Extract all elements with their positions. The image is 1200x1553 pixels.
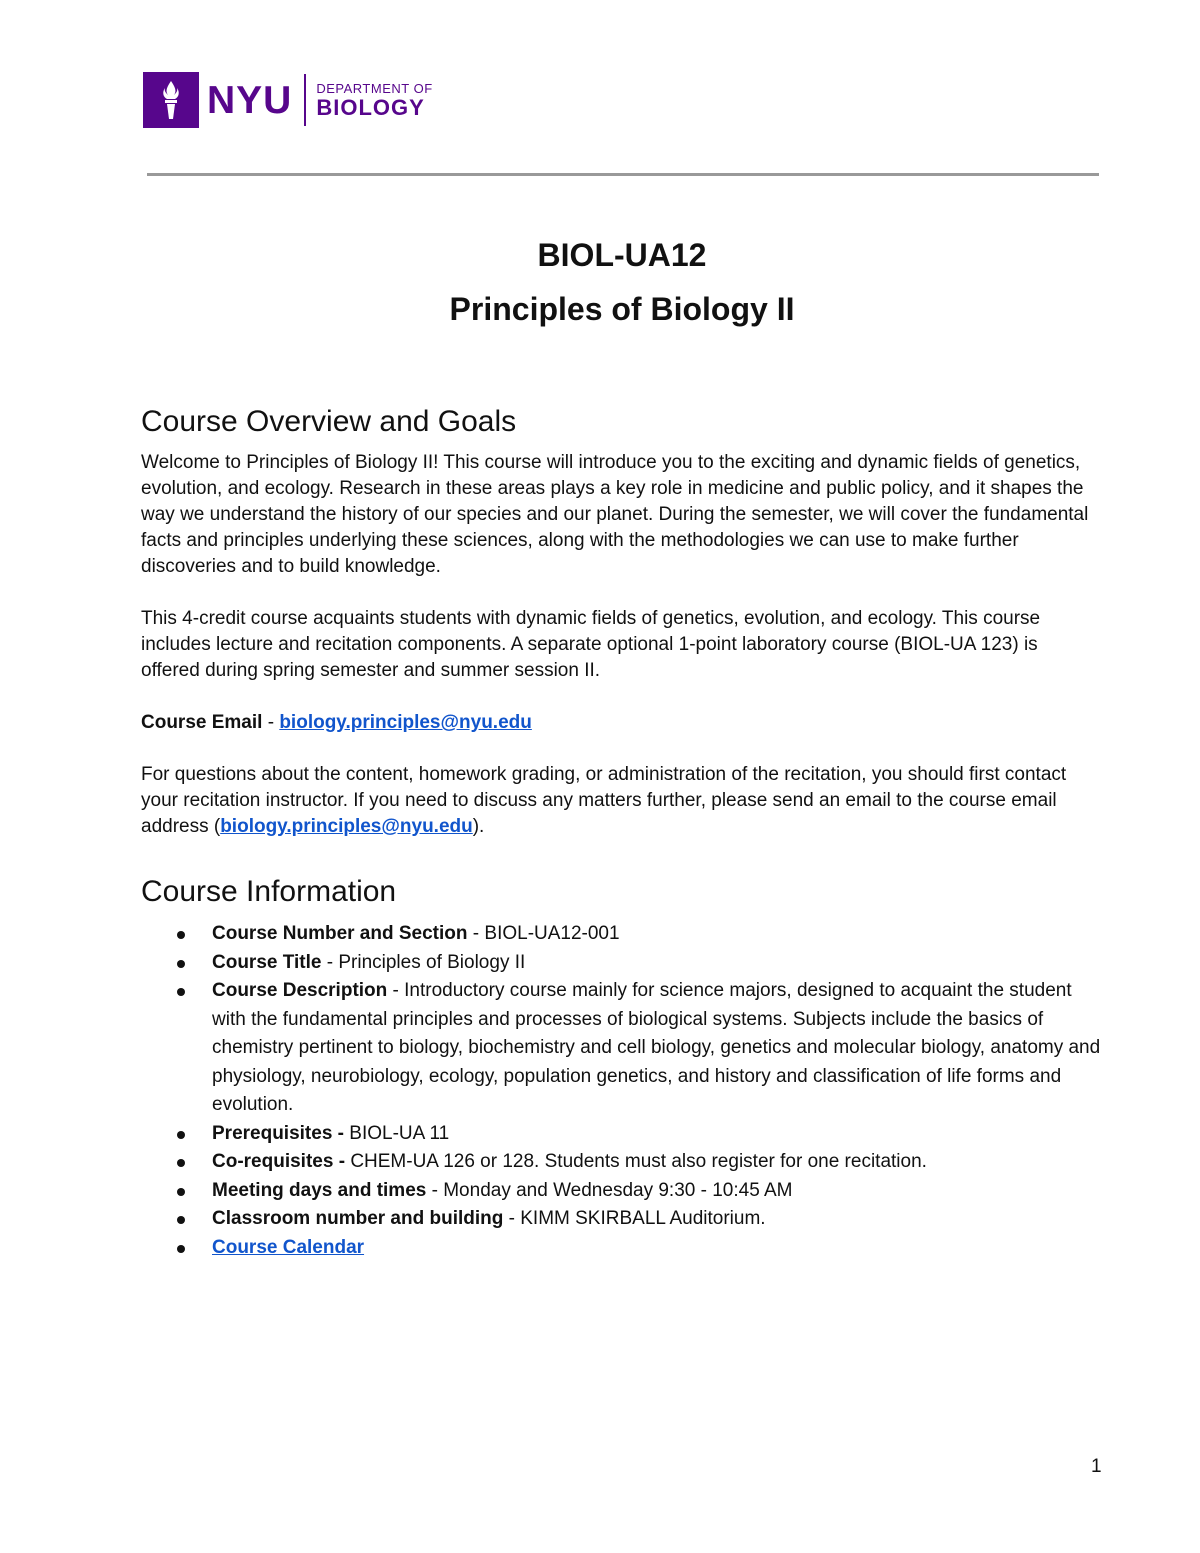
contact-text: For questions about the content, homework grading, or administration of the recitation, you should first contact your recitation instructor. If you need to discuss any matters further, please send an email to the course email address ( [141, 764, 1067, 837]
info-sep: - [387, 980, 405, 1001]
info-sep: - [503, 1208, 521, 1229]
bullet-icon [177, 960, 185, 968]
header-divider [147, 173, 1099, 176]
bullet-icon [177, 1131, 185, 1139]
info-value: CHEM-UA 126 or 128. Students must also register for one recitation. [350, 1151, 927, 1172]
nyu-biology-logo [143, 72, 433, 128]
info-label: Course Number and Section [212, 923, 468, 944]
list-item [141, 1234, 1101, 1263]
contact-text-end: ). [472, 816, 485, 837]
info-value: KIMM SKIRBALL Auditorium. [520, 1208, 766, 1229]
bullet-icon [177, 1216, 185, 1224]
list-item [141, 1205, 1101, 1234]
course-email-link[interactable]: biology.principles@nyu.edu [279, 712, 532, 733]
info-value: Principles of Biology II [338, 951, 526, 973]
overview-paragraph-1: Welcome to Principles of Biology II! This course will introduce you to the exciting and dynamic fields of genetics, evolution, and ecology. Research in these areas plays a key role in medicine and public policy, and it shapes the way we understand the history of our species and our planet. During the semester, we will cover the fundamental facts and principles underlying these sciences, along with the methodologies we can use to make further discoveries and to build knowledge. [141, 452, 1089, 577]
info-label: Course Title [212, 951, 322, 973]
logo-separator [304, 74, 306, 126]
document-title [0, 228, 1200, 336]
info-label: Course Description [212, 980, 388, 1001]
info-heading: Course Information [141, 875, 397, 908]
list-item [141, 920, 1101, 949]
list-item [141, 977, 1101, 1120]
torch-icon [143, 72, 199, 128]
list-item [141, 1120, 1101, 1149]
bullet-icon [177, 988, 185, 996]
info-sep: - [426, 1179, 444, 1201]
bullet-icon [177, 1188, 185, 1196]
course-code: BIOL-UA12 [537, 237, 707, 273]
logo-dept-bottom: BIOLOGY [316, 94, 425, 120]
info-label: Co-requisites - [212, 1151, 346, 1172]
course-email-sep: - [262, 712, 280, 733]
logo-brand: NYU [207, 78, 293, 122]
document-body [141, 400, 1101, 1262]
overview-paragraph-4 [141, 762, 1101, 840]
info-label: Meeting days and times [212, 1179, 427, 1201]
logo-dept-top: DEPARTMENT OF [316, 80, 433, 96]
contact-email-link[interactable]: biology.principles@nyu.edu [220, 816, 473, 837]
bullet-icon [177, 1159, 185, 1167]
list-item [141, 949, 1101, 978]
course-info-list [141, 920, 1101, 1262]
bullet-icon [177, 931, 185, 939]
page-number: 1 [1091, 1456, 1102, 1477]
course-email-line [141, 710, 1101, 736]
bullet-icon [177, 1245, 185, 1253]
overview-paragraph-2: This 4-credit course acquaints students with dynamic fields of genetics, evolution, and ecology. This course includes lecture and recitation components. A separate optional 1-point laboratory course (BIOL-UA 123) is offered during spring semester and summer session II. [141, 608, 1041, 681]
info-value: Monday and Wednesday 9:30 - 10:45 AM [443, 1179, 793, 1201]
info-value: BIOL-UA 11 [349, 1122, 450, 1144]
info-label: Classroom number and building [212, 1208, 504, 1229]
info-label: Prerequisites - [212, 1122, 344, 1144]
info-value: BIOL-UA12-001 [484, 923, 620, 944]
list-item [141, 1148, 1101, 1177]
info-value: Introductory course mainly for science majors, designed to acquaint the student with the fundamental principles and processes of biological systems. Subjects include the basics of chemistry pertinent to biology, biochemistry and cell biology, genetics and molecular biology, anatomy and physiology, neurobiology, ecology, population genetics, and history and classification of life forms and evolution. [212, 980, 1101, 1115]
course-email-label: Course Email [141, 712, 263, 733]
logo-department [316, 82, 432, 119]
info-sep: - [467, 923, 485, 944]
overview-heading: Course Overview and Goals [141, 405, 517, 438]
course-name: Principles of Biology II [449, 291, 795, 327]
list-item [141, 1177, 1101, 1206]
info-sep: - [321, 951, 339, 973]
course-calendar-link[interactable]: Course Calendar [212, 1236, 365, 1258]
